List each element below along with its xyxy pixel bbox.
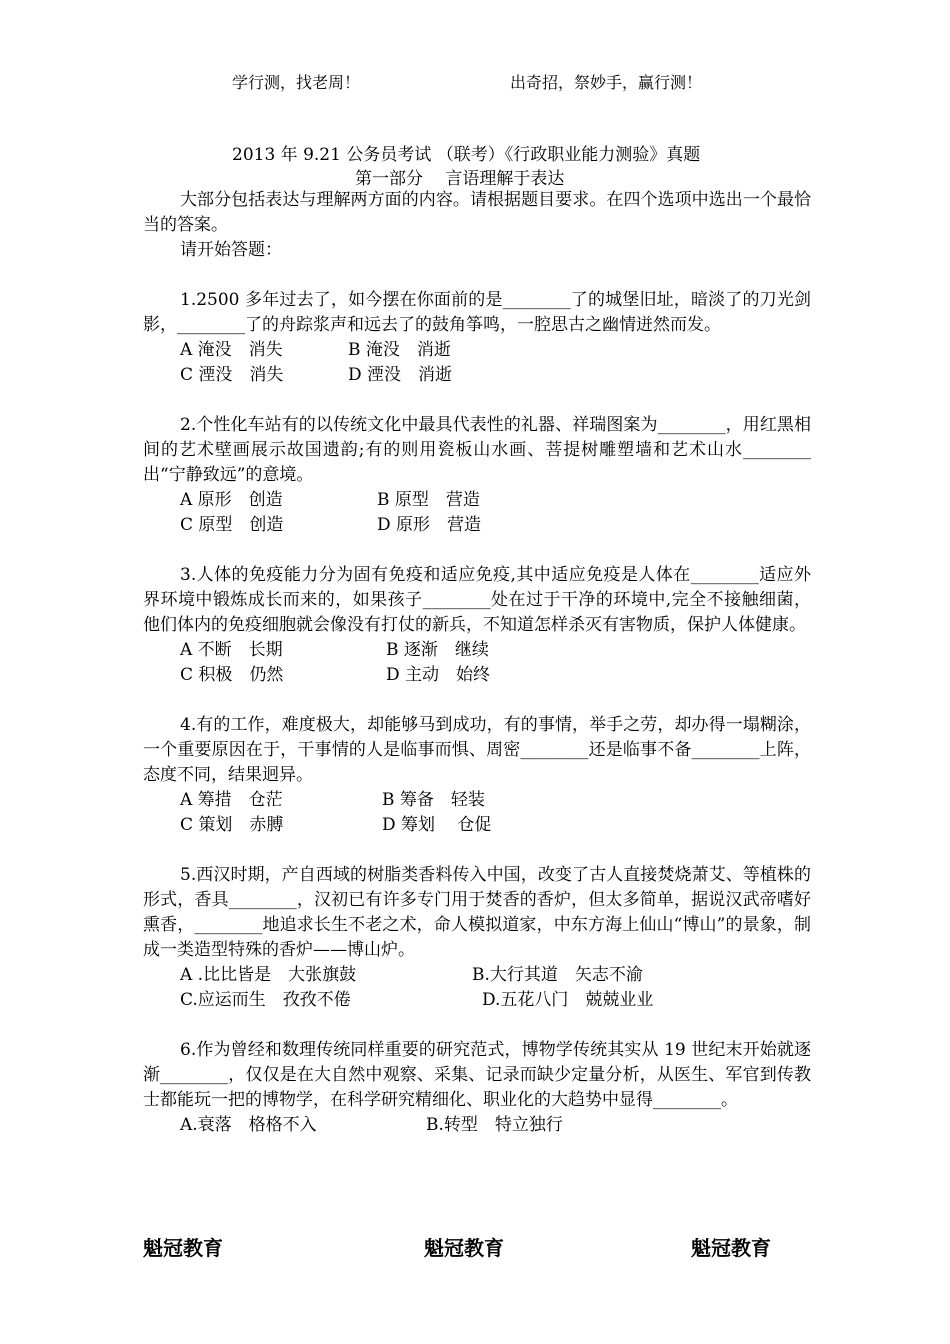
question-options [143, 488, 811, 538]
option-d: D 筹划 仓促 [382, 815, 492, 835]
option-a: A 原形 创造 [180, 490, 283, 510]
footer-brand-left: 魁冠教育 [143, 1236, 223, 1260]
option-a: A.衰落 格格不入 [180, 1115, 317, 1135]
header-slogan-left: 学行测，找老周！ [232, 73, 361, 92]
option-b: B.转型 特立独行 [426, 1115, 563, 1135]
question-options [143, 963, 811, 1013]
option-a: A 不断 长期 [180, 640, 283, 660]
question-5 [143, 863, 811, 1013]
option-a: A 淹没 消失 [180, 340, 283, 360]
question-6 [143, 1038, 811, 1138]
option-c: C 湮没 消失 [180, 365, 284, 385]
question-options [143, 1113, 811, 1138]
question-options [143, 638, 811, 688]
question-stem: 1.2500 多年过去了，如今摆在你面前的是________了的城堡旧址，暗淡了的刀光剑影，________了的舟踪浆声和远去了的鼓角筝鸣，一腔思古之幽情迸然而发。 [143, 290, 811, 335]
question-stem: 4.有的工作，难度极大，却能够马到成功，有的事情，举手之劳，却办得一塌糊涂，一个重要原因在于，干事情的人是临事而惧、周密________还是临事不备________上阵，态度不同，结果迥异。 [143, 715, 811, 785]
question-4 [143, 713, 811, 838]
question-1 [143, 288, 811, 388]
document-body [143, 188, 811, 1138]
option-a: A .比比皆是 大张旗鼓 [180, 965, 357, 985]
start-prompt: 请开始答题： [180, 240, 282, 260]
option-d: D 主动 始终 [386, 665, 491, 685]
option-c: C 策划 赤膊 [180, 815, 284, 835]
question-options [143, 338, 811, 388]
option-b: B 淹没 消逝 [348, 340, 451, 360]
option-d: D 湮没 消逝 [348, 365, 453, 385]
section-title: 第一部分 言语理解于表达 [355, 169, 565, 189]
option-c: C 原型 创造 [180, 515, 284, 535]
question-3 [143, 563, 811, 688]
option-d: D.五花八门 兢兢业业 [482, 990, 654, 1010]
footer-brand-right: 魁冠教育 [691, 1236, 771, 1260]
question-stem: 2.个性化车站有的以传统文化中最具代表性的礼器、祥瑞图案为________，用红黑相间的艺术壁画展示故国遗韵;有的则用瓷板山水画、菩提树雕塑墙和艺术山水________出“宁静致远”的意境。 [143, 415, 811, 485]
document-title: 2013 年 9.21 公务员考试 （联考）《行政职业能力测验》真题 [232, 145, 701, 165]
option-a: A 筹措 仓茫 [180, 790, 283, 810]
header-slogan-right: 出奇招，祭妙手，赢行测！ [510, 73, 703, 92]
option-b: B.大行其道 矢志不渝 [472, 965, 643, 985]
option-c: C.应运而生 孜孜不倦 [180, 990, 351, 1010]
question-stem: 6.作为曾经和数理传统同样重要的研究范式，博物学传统其实从 19 世纪末开始就逐渐________，仅仅是在大自然中观察、采集、记录而缺少定量分析，从医生、军官到传教士都能玩一把的博物学，在科学研究精细化、职业化的大趋势中显得________。 [143, 1040, 811, 1110]
question-stem: 5.西汉时期，产自西域的树脂类香料传入中国，改变了古人直接焚烧萧艾、等植株的形式，香具________，汉初已有许多专门用于焚香的香炉，但太多简单，据说汉武帝嗜好熏香，________地追求长生不老之术，命人模拟道家，中东方海上仙山“博山”的景象，制成一类造型特殊的香炉——博山炉。 [143, 865, 811, 960]
question-stem: 3.人体的免疫能力分为固有免疫和适应免疫,其中适应免疫是人体在________适应外界环境中锻炼成长而来的，如果孩子________处在过于干净的环境中,完全不接触细菌，他们体内的免疫细胞就会像没有打仗的新兵，不知道怎样杀灭有害物质，保护人体健康。 [143, 565, 811, 635]
question-options [143, 788, 811, 838]
option-d: D 原形 营造 [377, 515, 482, 535]
footer-brand-center: 魁冠教育 [424, 1236, 504, 1260]
option-c: C 积极 仍然 [180, 665, 284, 685]
option-b: B 原型 营造 [377, 490, 480, 510]
option-b: B 逐渐 继续 [386, 640, 489, 660]
option-b: B 筹备 轻装 [382, 790, 485, 810]
question-2 [143, 413, 811, 538]
intro-paragraph: 大部分包括表达与理解两方面的内容。请根据题目要求。在四个选项中选出一个最恰当的答案。 [143, 190, 811, 235]
